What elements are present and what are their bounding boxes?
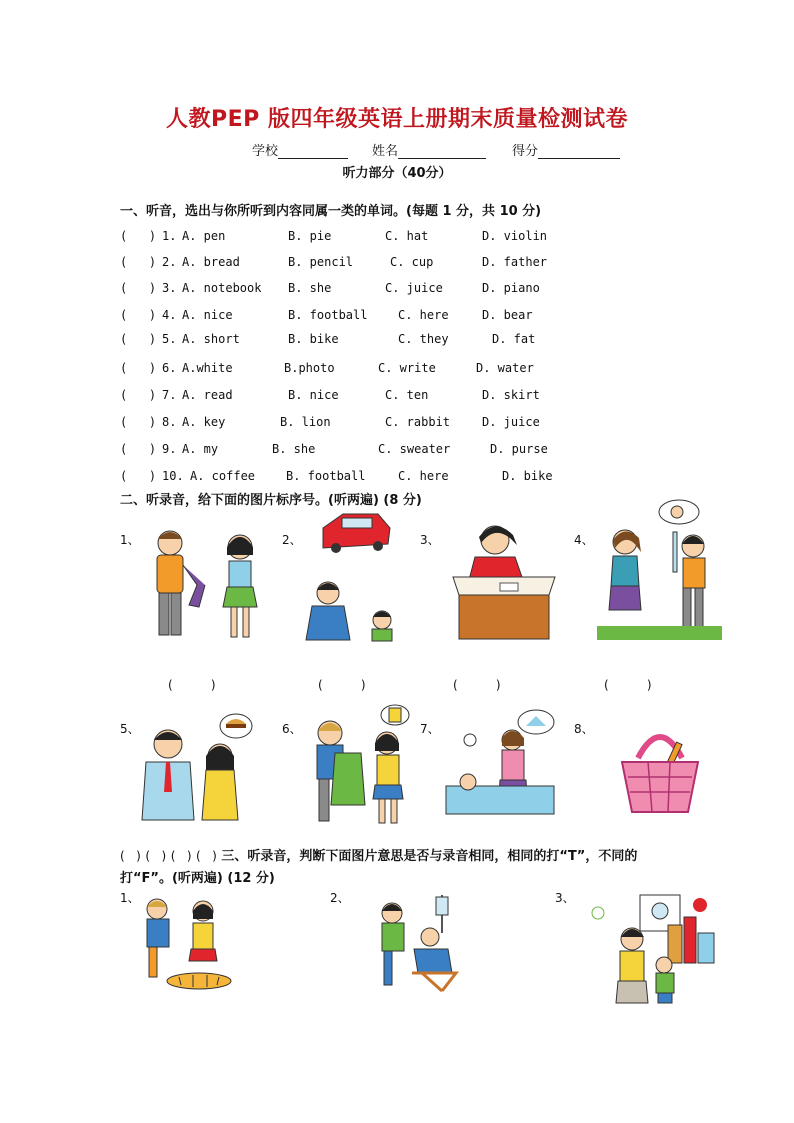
question-number: 8.	[162, 415, 177, 429]
pic-label-5: 5、	[120, 722, 140, 736]
option-d: D. purse	[490, 442, 548, 456]
section1-heading: 一、听音，选出与你所听到内容同属一类的单词。(每题 1 分，共 10 分)	[120, 204, 542, 219]
option-c: C. cup	[390, 255, 434, 269]
option-a: A. bread	[182, 255, 240, 269]
option-a: A. read	[182, 388, 233, 402]
answer-blank[interactable]: ( )	[120, 308, 157, 322]
option-d: D. water	[476, 361, 534, 375]
answer-blank[interactable]: ( )	[120, 255, 157, 269]
picture-2-car-man-boy	[298, 508, 408, 643]
answer-paren-5[interactable]: ( )	[120, 849, 141, 863]
section3-heading: 三、听录音，判断下面图片意思是否与录音相同，相同的打“T”，不同的打“F”。(听两遍) (12 分)	[120, 849, 638, 886]
answer-blank[interactable]: ( )	[120, 332, 157, 346]
answer-paren-3[interactable]: ( )	[453, 678, 501, 692]
question-number: 9.	[162, 442, 177, 456]
option-b: B. pie	[288, 229, 332, 243]
s3-picture-1-boy-girl-tiger	[135, 893, 240, 993]
answer-paren-8[interactable]: ( )	[196, 849, 217, 863]
option-b: B. nice	[288, 388, 339, 402]
option-c: C. here	[398, 308, 449, 322]
question-number: 3.	[162, 281, 177, 295]
answer-blank[interactable]: ( )	[120, 415, 157, 429]
option-b: B. football	[286, 469, 366, 483]
s3-pic-label-3: 3、	[555, 891, 575, 905]
answer-paren-7[interactable]: ( )	[170, 849, 192, 863]
answer-blank[interactable]: ( )	[120, 388, 157, 402]
option-a: A.white	[182, 361, 233, 375]
option-a: A. short	[182, 332, 240, 346]
option-d: D. piano	[482, 281, 540, 295]
answer-blank[interactable]: ( )	[120, 469, 157, 483]
option-c: C. write	[378, 361, 436, 375]
pic-label-3: 3、	[420, 533, 440, 547]
s3-pic-label-2: 2、	[330, 891, 350, 905]
question-number: 2.	[162, 255, 177, 269]
picture-4-woman-boy-ruler	[597, 498, 722, 643]
answer-blank[interactable]: ( )	[120, 361, 157, 375]
school-label: 学校	[252, 144, 279, 159]
option-d: D. bear	[482, 308, 533, 322]
question-number: 1.	[162, 229, 177, 243]
s3-picture-3-woman-boy-city	[588, 893, 718, 1005]
score-field[interactable]	[512, 140, 620, 159]
question-number: 4.	[162, 308, 177, 322]
option-c: C. sweater	[378, 442, 451, 456]
pic-label-8: 8、	[574, 722, 594, 736]
question-number: 10.	[162, 469, 184, 483]
option-c: C. they	[398, 332, 449, 346]
pic-label-4: 4、	[574, 533, 594, 547]
page-title: 人教PEP 版四年级英语上册期末质量检测试卷	[166, 107, 628, 132]
score-label: 得分	[512, 144, 539, 159]
section3-heading-block	[120, 845, 680, 890]
answer-blank[interactable]: ( )	[120, 229, 157, 243]
pic-label-6: 6、	[282, 722, 302, 736]
option-b: B. lion	[280, 415, 331, 429]
option-a: A. coffee	[190, 469, 256, 483]
option-a: A. notebook	[182, 281, 262, 295]
answer-paren-4[interactable]: ( )	[604, 678, 652, 692]
pic-label-2: 2、	[282, 533, 302, 547]
question-number: 5.	[162, 332, 177, 346]
answer-paren-6[interactable]: ( )	[145, 849, 167, 863]
option-c: C. here	[398, 469, 449, 483]
picture-7-woman-child-bed	[440, 706, 560, 821]
picture-8-pink-basket	[618, 722, 702, 814]
option-b: B. she	[272, 442, 316, 456]
option-a: A. nice	[182, 308, 233, 322]
name-label: 姓名	[372, 144, 399, 159]
option-d: D. juice	[482, 415, 540, 429]
option-c: C. hat	[385, 229, 429, 243]
option-a: A. my	[182, 442, 219, 456]
listening-part-heading: 听力部分（40分）	[342, 166, 452, 181]
question-number: 7.	[162, 388, 177, 402]
option-a: A. key	[182, 415, 226, 429]
answer-paren-2[interactable]: ( )	[318, 678, 366, 692]
option-c: C. juice	[385, 281, 443, 295]
option-b: B. football	[288, 308, 368, 322]
picture-1-boy-girl	[145, 525, 275, 650]
section2-heading: 二、听录音，给下面的图片标序号。(听两遍) (8 分)	[120, 493, 422, 508]
option-b: B.photo	[284, 361, 335, 375]
option-b: B. pencil	[288, 255, 354, 269]
option-d: D. fat	[492, 332, 536, 346]
option-d: D. violin	[482, 229, 548, 243]
option-d: D. father	[482, 255, 548, 269]
pic-label-1: 1、	[120, 533, 140, 547]
option-b: B. she	[288, 281, 332, 295]
answer-blank[interactable]: ( )	[120, 442, 157, 456]
option-d: D. bike	[502, 469, 553, 483]
picture-6-boy-sweater-girl	[305, 703, 415, 828]
s3-picture-2-boy-patient-drip	[372, 893, 467, 993]
s3-pic-label-1: 1、	[120, 891, 140, 905]
option-d: D. skirt	[482, 388, 540, 402]
pic-label-7: 7、	[420, 722, 440, 736]
option-b: B. bike	[288, 332, 339, 346]
school-field[interactable]	[252, 140, 348, 159]
picture-3-girl-drawing	[445, 515, 560, 640]
answer-paren-1[interactable]: ( )	[168, 678, 216, 692]
question-number: 6.	[162, 361, 177, 375]
name-field[interactable]	[372, 140, 486, 159]
option-a: A. pen	[182, 229, 226, 243]
picture-5-man-woman-hamburger	[128, 712, 260, 822]
option-c: C. ten	[385, 388, 429, 402]
option-c: C. rabbit	[385, 415, 451, 429]
answer-blank[interactable]: ( )	[120, 281, 157, 295]
